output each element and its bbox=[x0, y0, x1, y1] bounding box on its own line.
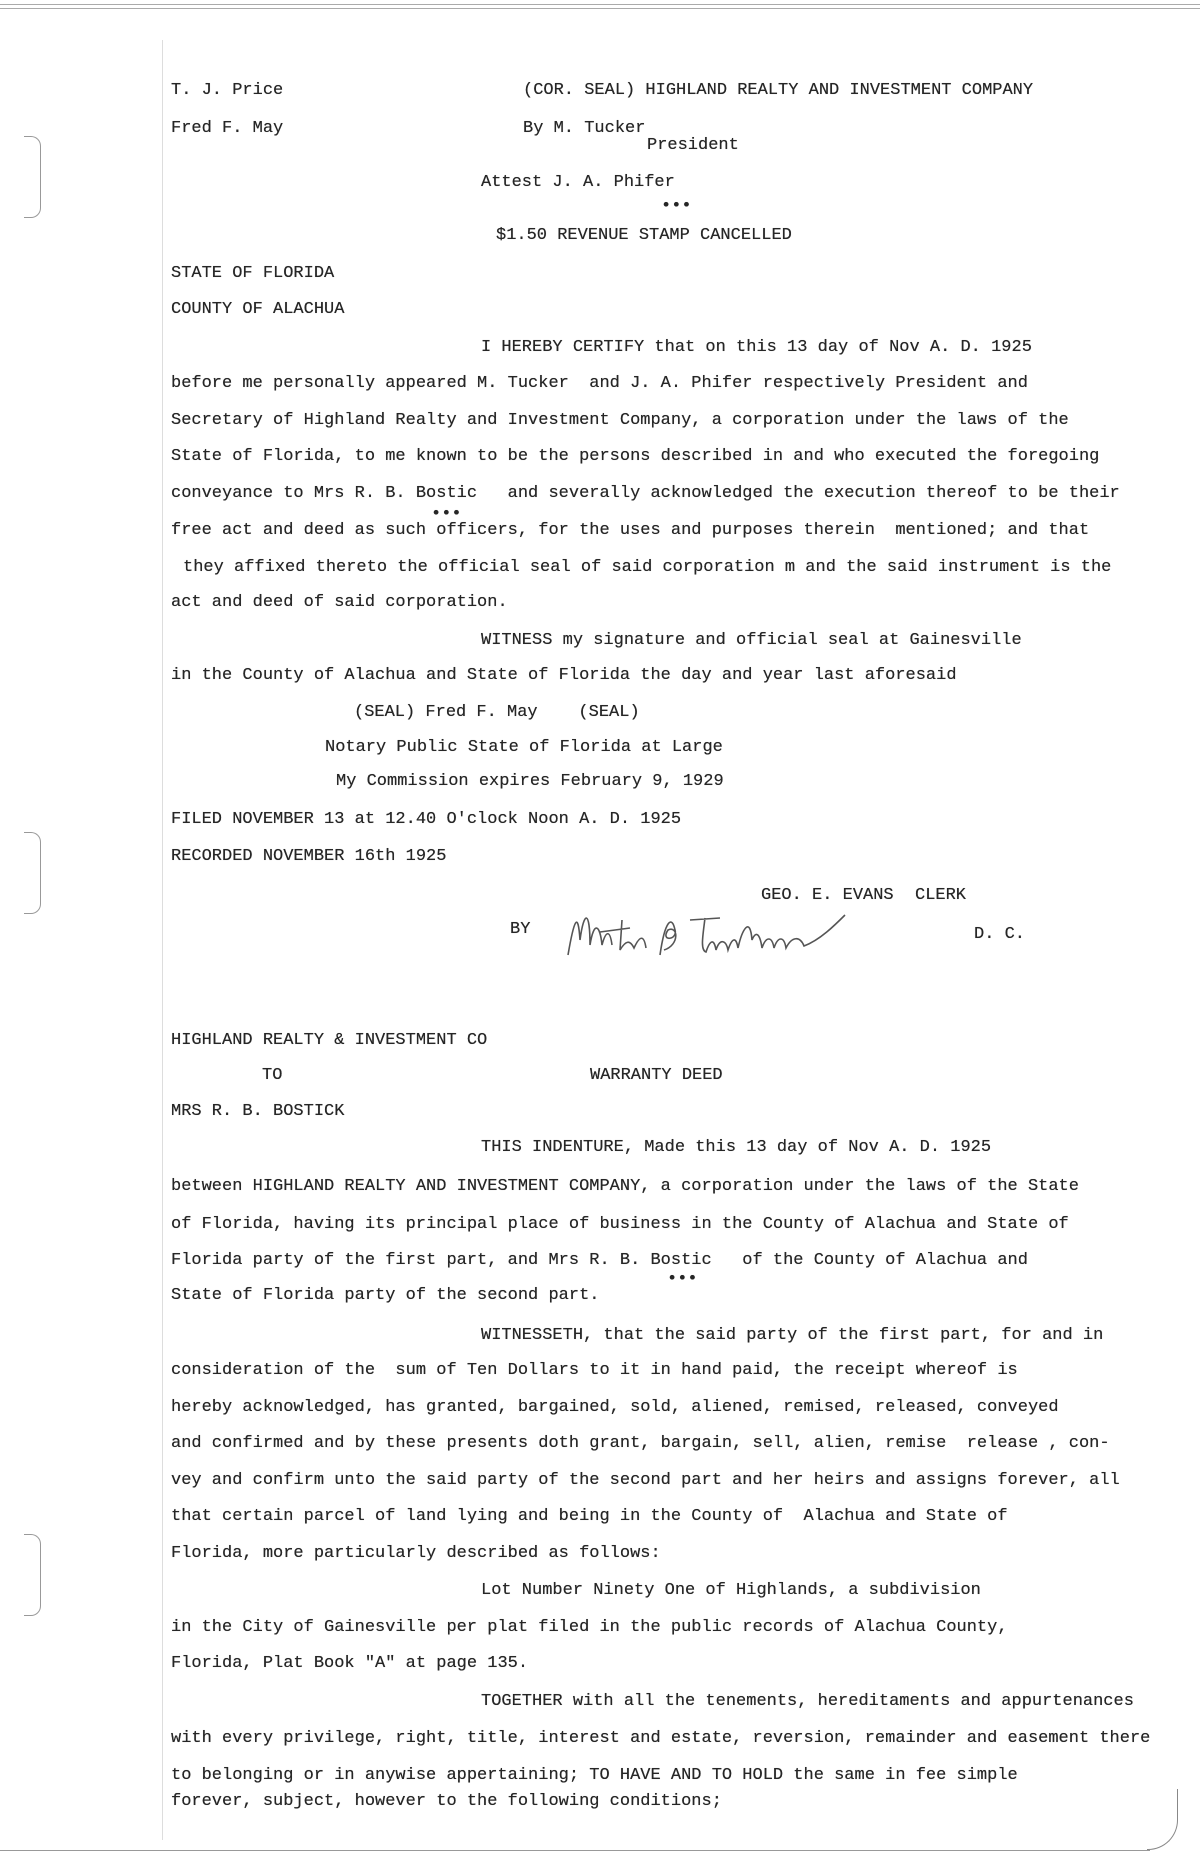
deed-text: TOGETHER with all the tenements, hereditaments and appurtenances bbox=[481, 1692, 1134, 1711]
ellipsis-mark: ••• bbox=[661, 197, 692, 216]
binder-hole-icon bbox=[24, 1534, 41, 1616]
by-label: BY bbox=[510, 920, 531, 939]
deed-text: Florida, more particularly described as follows: bbox=[171, 1544, 661, 1563]
deed-text: Florida party of the first part, and Mrs R. B. Bostic of the County of Alachua and bbox=[171, 1251, 1028, 1270]
recorded-note: RECORDED NOVEMBER 16th 1925 bbox=[171, 847, 447, 866]
clerk-name: GEO. E. EVANS bbox=[761, 886, 894, 905]
property-description: in the City of Gainesville per plat filed in the public records of Alachua County, bbox=[171, 1618, 1008, 1637]
clerk-title: CLERK bbox=[915, 886, 967, 905]
to-label: TO bbox=[262, 1066, 283, 1085]
deed-text: of Florida, having its principal place of business in the County of Alachua and State of bbox=[171, 1215, 1069, 1234]
certification-text: State of Florida, to me known to be the persons described in and who executed the foregoing bbox=[171, 447, 1100, 466]
certification-text: free act and deed as such officers, for the uses and purposes therein mentioned; and that bbox=[171, 521, 1090, 540]
witness-text: in the County of Alachua and State of Florida the day and year last aforesaid bbox=[171, 666, 957, 685]
grantor-name: HIGHLAND REALTY & INVESTMENT CO bbox=[171, 1031, 488, 1050]
deed-text: WITNESSETH, that the said party of the first part, for and in bbox=[481, 1326, 1104, 1345]
deed-text: between HIGHLAND REALTY AND INVESTMENT COMPANY, a corporation under the laws of the State bbox=[171, 1177, 1079, 1196]
deed-text: forever, subject, however to the following conditions; bbox=[171, 1792, 722, 1811]
property-description: Florida, Plat Book "A" at page 135. bbox=[171, 1654, 529, 1673]
top-border-line bbox=[0, 8, 1200, 9]
filed-note: FILED NOVEMBER 13 at 12.40 O'clock Noon A. D. 1925 bbox=[171, 810, 682, 829]
corporate-seal-line: (COR. SEAL) HIGHLAND REALTY AND INVESTMENT COMPANY bbox=[523, 81, 1034, 100]
deed-text: and confirmed and by these presents doth grant, bargain, sell, alien, remise release , con- bbox=[171, 1434, 1110, 1453]
deed-text: State of Florida party of the second part. bbox=[171, 1286, 600, 1305]
deed-text: hereby acknowledged, has granted, bargained, sold, aliened, remised, released, conveyed bbox=[171, 1398, 1059, 1417]
page-corner bbox=[1147, 1789, 1178, 1850]
commission-expiry: My Commission expires February 9, 1929 bbox=[336, 772, 724, 791]
grantee-name: MRS R. B. BOSTICK bbox=[171, 1102, 345, 1121]
witness-name: Fred F. May bbox=[171, 119, 284, 138]
margin-line bbox=[162, 40, 163, 1840]
notary-seal-line: (SEAL) Fred F. May (SEAL) bbox=[354, 703, 640, 722]
property-description: Lot Number Ninety One of Highlands, a subdivision bbox=[481, 1581, 981, 1600]
ellipsis-mark: ••• bbox=[431, 505, 462, 524]
certification-text: I HEREBY CERTIFY that on this 13 day of Nov A. D. 1925 bbox=[481, 338, 1032, 357]
attest-line: Attest J. A. Phifer bbox=[481, 173, 675, 192]
deed-text: THIS INDENTURE, Made this 13 day of Nov A. D. 1925 bbox=[481, 1138, 992, 1157]
deed-text: with every privilege, right, title, interest and estate, reversion, remainder and easement there bbox=[171, 1729, 1151, 1748]
binder-hole-icon bbox=[24, 136, 41, 218]
bottom-border-line bbox=[0, 1850, 1150, 1851]
deed-text: vey and confirm unto the said party of the second part and her heirs and assigns forever, all bbox=[171, 1471, 1120, 1490]
notary-title: Notary Public State of Florida at Large bbox=[325, 738, 723, 757]
deed-text: to belonging or in anywise appertaining; TO HAVE AND TO HOLD the same in fee simple bbox=[171, 1766, 1018, 1785]
certification-text: they affixed thereto the official seal of said corporation m and the said instrument is the bbox=[183, 558, 1112, 577]
witness-text: WITNESS my signature and official seal at Gainesville bbox=[481, 631, 1022, 650]
certification-text: Secretary of Highland Realty and Investment Company, a corporation under the laws of the bbox=[171, 411, 1069, 430]
deputy-clerk-title: D. C. bbox=[974, 925, 1026, 944]
revenue-stamp-note: $1.50 REVENUE STAMP CANCELLED bbox=[496, 226, 792, 245]
county-heading: COUNTY OF ALACHUA bbox=[171, 300, 345, 319]
certification-text: before me personally appeared M. Tucker and J. A. Phifer respectively President and bbox=[171, 374, 1028, 393]
deed-text: that certain parcel of land lying and being in the County of Alachua and State of bbox=[171, 1507, 1008, 1526]
certification-text: conveyance to Mrs R. B. Bostic and severally acknowledged the execution thereof to be their bbox=[171, 484, 1120, 503]
handwritten-signature bbox=[560, 900, 880, 970]
deed-text: consideration of the sum of Ten Dollars to it in hand paid, the receipt whereof is bbox=[171, 1361, 1018, 1380]
binder-hole-icon bbox=[24, 832, 41, 914]
deed-title: WARRANTY DEED bbox=[590, 1066, 723, 1085]
president-signature-line: By M. Tucker bbox=[523, 119, 646, 138]
president-title: President bbox=[647, 136, 739, 155]
state-heading: STATE OF FLORIDA bbox=[171, 264, 335, 283]
top-border-line bbox=[0, 4, 1200, 5]
ellipsis-mark: ••• bbox=[667, 1270, 698, 1289]
certification-text: act and deed of said corporation. bbox=[171, 593, 508, 612]
signer-name: T. J. Price bbox=[171, 81, 284, 100]
